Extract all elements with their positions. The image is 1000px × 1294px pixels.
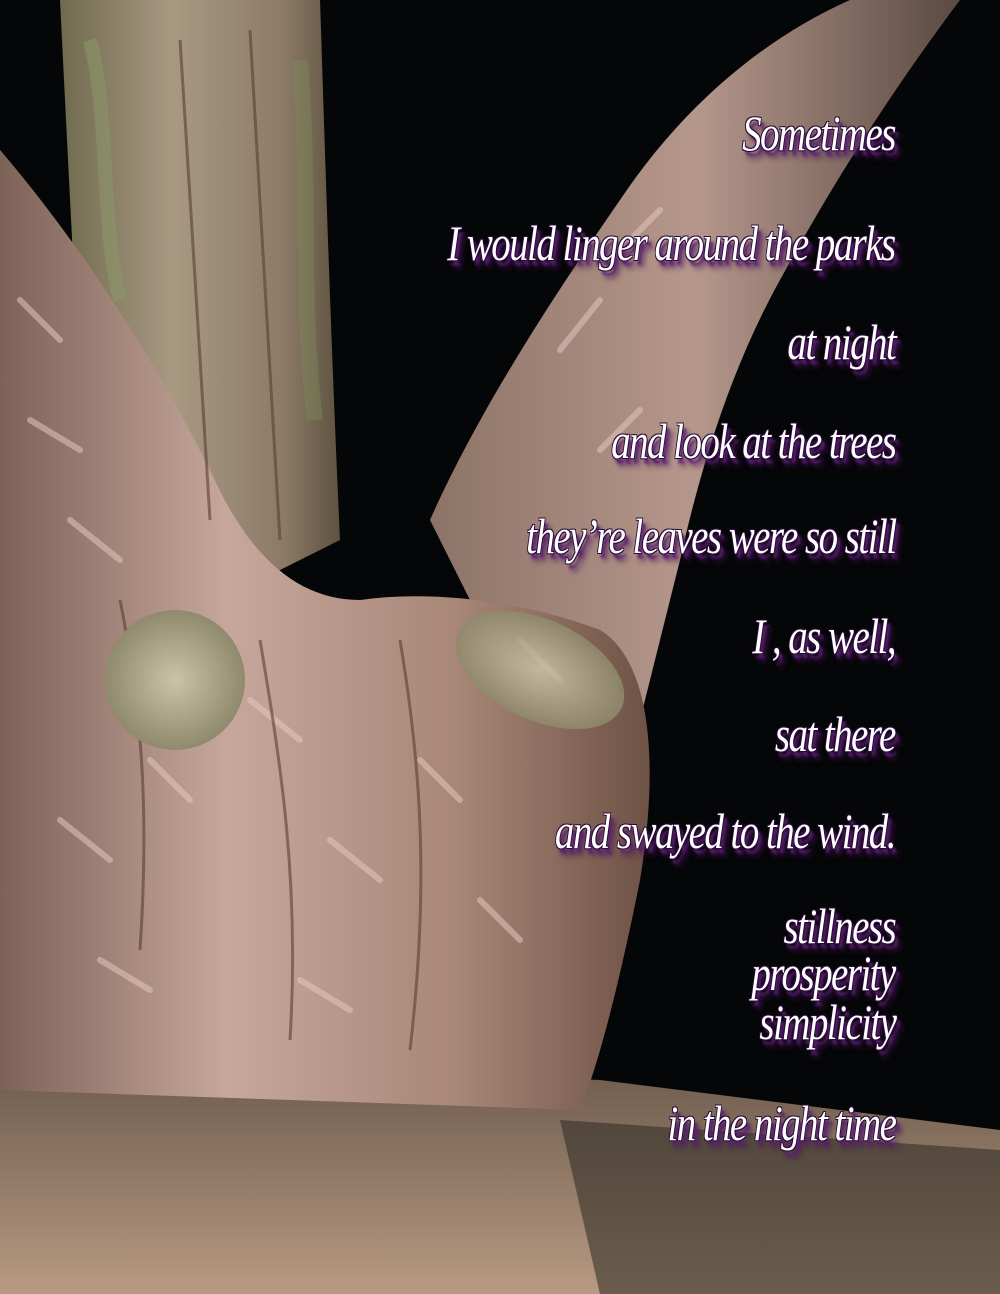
poem-line-12: in the night time bbox=[666, 1095, 895, 1151]
poem-line-7: sat there bbox=[775, 706, 895, 762]
poem-line-2: I would linger around the parks bbox=[447, 215, 895, 271]
poem-line-5: they’re leaves were so still bbox=[525, 508, 895, 564]
left-stump bbox=[105, 610, 245, 750]
poem-line-6: I , as well, bbox=[752, 608, 895, 664]
poem-line-3: at night bbox=[787, 314, 895, 370]
poem-line-1: Sometimes bbox=[742, 105, 895, 161]
poem-line-8: and swayed to the wind. bbox=[554, 803, 895, 859]
poem-line-10: prosperity bbox=[751, 945, 895, 1001]
poem-line-9: stillness bbox=[783, 898, 895, 954]
poem-line-11: simplicity bbox=[758, 994, 895, 1050]
poem-line-4: and look at the trees bbox=[610, 413, 895, 469]
